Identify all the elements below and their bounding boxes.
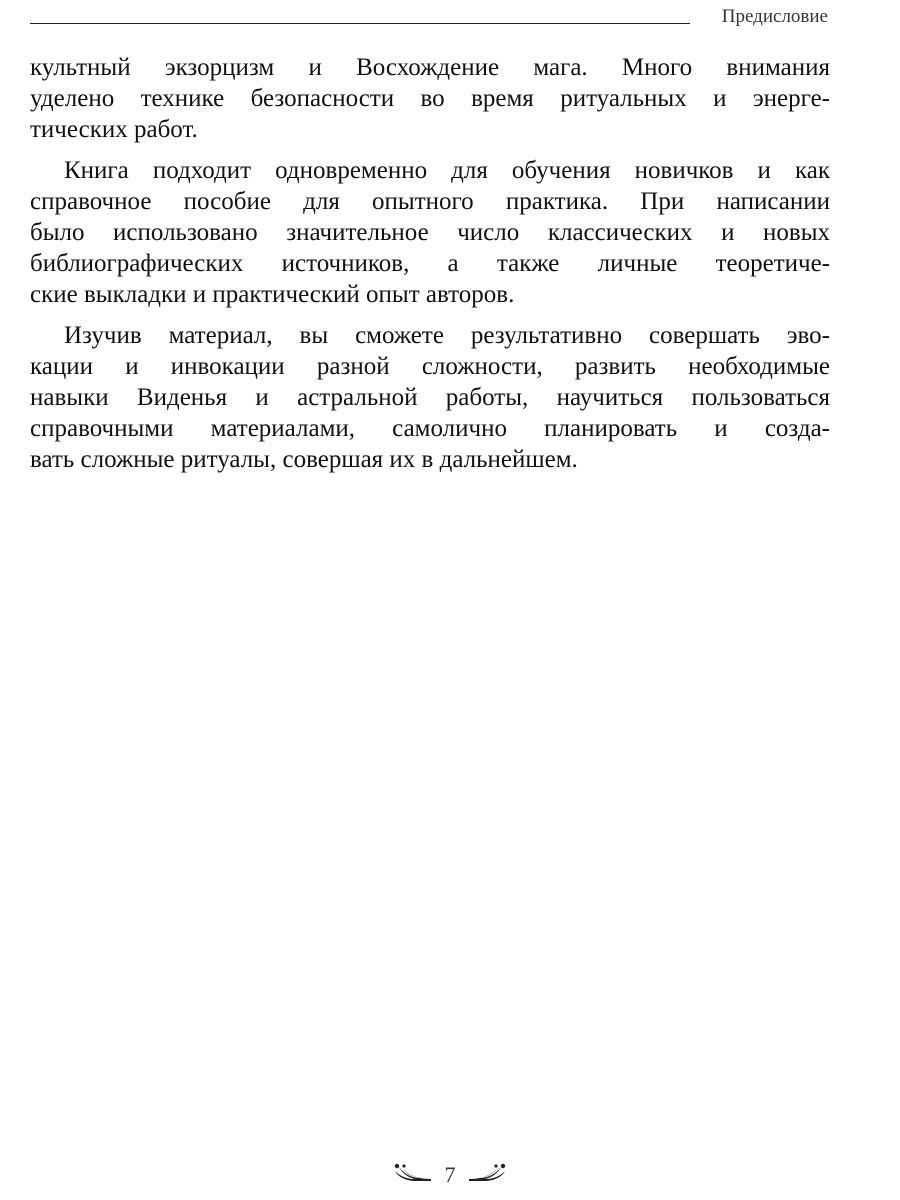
page-footer: [0, 1160, 900, 1189]
header-title: Предисловие: [721, 6, 828, 27]
text-line: уделено технике безопасности во время ритуальных и энерге-: [30, 85, 830, 112]
header-rule: [30, 23, 690, 24]
text-line: вать сложные ритуалы, совершая их в дальнейшем.: [30, 446, 578, 473]
paragraph-2: [30, 155, 830, 310]
text-line: ские выкладки и практический опыт авторов.: [30, 281, 515, 308]
text-line: было использовано значительное число классических и новых: [30, 219, 830, 246]
text-line: культный экзорцизм и Восхождение мага. Много внимания: [30, 54, 830, 81]
body-text: [30, 52, 830, 475]
paragraph-3: [30, 320, 830, 475]
text-line: тических работ.: [30, 116, 198, 143]
paragraph-1: [30, 52, 830, 145]
text-line: Книга подходит одновременно для обучения новичков и как: [64, 157, 830, 184]
text-line: навыки Виденья и астральной работы, научиться пользоваться: [30, 384, 830, 411]
text-line: Изучив материал, вы сможете результативно совершать эво-: [64, 322, 830, 349]
text-line: кации и инвокации разной сложности, развить необходимые: [30, 353, 830, 380]
text-line: справочными материалами, самолично планировать и созда-: [30, 415, 830, 442]
flourish-left-icon: [391, 1161, 433, 1189]
text-line: справочное пособие для опытного практика. При написании: [30, 188, 830, 215]
running-header: [30, 6, 828, 32]
text-line: библиографических источников, а также личные теоретиче-: [30, 250, 830, 277]
flourish-right-icon: [467, 1161, 509, 1189]
page-number: 7: [444, 1161, 456, 1187]
